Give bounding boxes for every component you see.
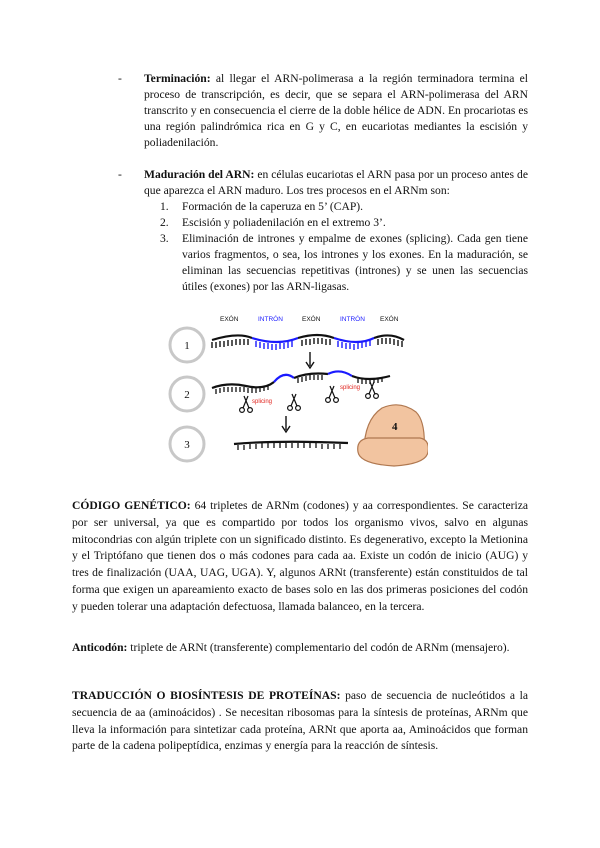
traduccion-body: paso de secuencia de nucleótidos a la secuencia de aa (aminoácidos) . Se necesitan ribosomas para la síntesis de proteínas, ARNm que lleva la información para sintetizar cada proteína, ARNt que aporta aa, Aminoácidos que forman parte de la cadena polipeptídica, enzimas y energía para la reacción de síntesis.: [72, 689, 528, 753]
segment-label-intron-2: INTRÓN: [340, 316, 365, 323]
traduccion-label: TRADUCCIÓN O BIOSÍNTESIS DE PROTEÍNAS:: [72, 689, 341, 702]
splicing-label-2: splicing: [340, 385, 361, 391]
scissors-icon: [288, 394, 301, 410]
section-anticodon: [72, 640, 528, 657]
anticodon-paragraph: [72, 640, 528, 657]
codigo-genetico-paragraph: [72, 498, 528, 616]
anticodon-body: triplete de ARNt (transferente) complementario del codón de ARNm (mensajero).: [127, 641, 510, 654]
mature-mrna-strand: [234, 442, 348, 450]
bullet-terminacion-body: al llegar el ARN-polimerasa a la región terminadora termina el proceso de transcripción, es decir, que se separa el ARN-polimerasa del ARN transcrito y en consecuencia el cierre de la doble hélice de ADN. En procariotas es una región palindrómica rica en G y C, en eucariotas mediantes la escisión y poliadenilación.: [144, 72, 528, 149]
list-item: [160, 199, 528, 215]
bullet-dash: -: [118, 72, 122, 85]
step-label-1: 1: [184, 340, 190, 352]
bullet-terminacion: [118, 71, 528, 151]
codigo-genetico-label: CÓDIGO GENÉTICO:: [72, 499, 191, 512]
bullet-maduracion-label: Maduración del ARN:: [144, 168, 255, 181]
bullet-maduracion-body: en células eucariotas el ARN pasa por un proceso antes de que aparezca el ARN maduro. Los tres procesos en el ARNm son:: [144, 168, 528, 197]
segment-label-exon-1: EXÓN: [220, 316, 239, 323]
list-item-text: Eliminación de intrones y empalme de exones (splicing). Cada gen tiene varios fragmentos, o sea, los intrones y los exones. En la maduración, se eliminan las secuencias repetitivas (intrones) y se unen las secuencias útiles (exones) por las ARN-ligasas.: [182, 232, 528, 293]
splicing-diagram: [168, 312, 428, 470]
list-item: [160, 215, 528, 231]
bullet-maduracion-text: [144, 167, 528, 199]
ribosome-label: 4: [392, 421, 398, 433]
segment-label-exon-2: EXÓN: [302, 316, 321, 323]
segment-label-exon-3: EXÓN: [380, 316, 399, 323]
bullet-dash: -: [118, 168, 122, 181]
traduccion-paragraph: [72, 688, 528, 755]
pre-mrna-strand: [212, 335, 404, 350]
maduracion-process-list: [160, 199, 528, 295]
splicing-label-1: splicing: [252, 399, 273, 405]
list-item-text: Formación de la caperuza en 5’ (CAP).: [182, 200, 364, 213]
codigo-genetico-body: 64 tripletes de ARNm (codones) y aa correspondientes. Se caracteriza por ser universal, ya que es compartido por todos los organismo vivos, salvo en algunas mitocondrias con algún triplete con un significado distinto. Es degenerativo, excepto la Metionina y el Triptófano que tienen dos o más codones para cada aa. Existe un codón de inicio (AUG) y tres de finalización (UAA, UAG, UGA). Y, algunos ARNt (transferente) están constituidos de tal forma que exigen un apareamiento exacto de bases solo en las dos primeras posiciones del codón y pueden tolerar una adaptación defectuosa, llamada balanceo, en la tercera.: [72, 499, 528, 613]
ribosome-icon: [358, 405, 428, 466]
section-traduccion: [72, 688, 528, 755]
scissors-icon: [326, 386, 339, 402]
step-label-2: 2: [184, 389, 190, 401]
bullet-terminacion-label: Terminación:: [144, 72, 211, 85]
splicing-strand: [212, 371, 390, 394]
step-label-3: 3: [184, 439, 190, 451]
scissors-icon: [240, 396, 253, 412]
list-item-number: 3.: [160, 232, 169, 245]
anticodon-label: Anticodón:: [72, 641, 128, 654]
bullet-terminacion-text: [144, 71, 528, 151]
segment-label-intron-1: INTRÓN: [258, 316, 283, 323]
list-item-number: 1.: [160, 200, 169, 213]
list-item: [160, 231, 528, 295]
section-codigo-genetico: [72, 498, 528, 616]
list-item-number: 2.: [160, 216, 169, 229]
scissors-icon: [366, 382, 379, 398]
bullet-maduracion: [118, 167, 528, 295]
list-item-text: Escisión y poliadenilación en el extremo 3’.: [182, 216, 386, 229]
